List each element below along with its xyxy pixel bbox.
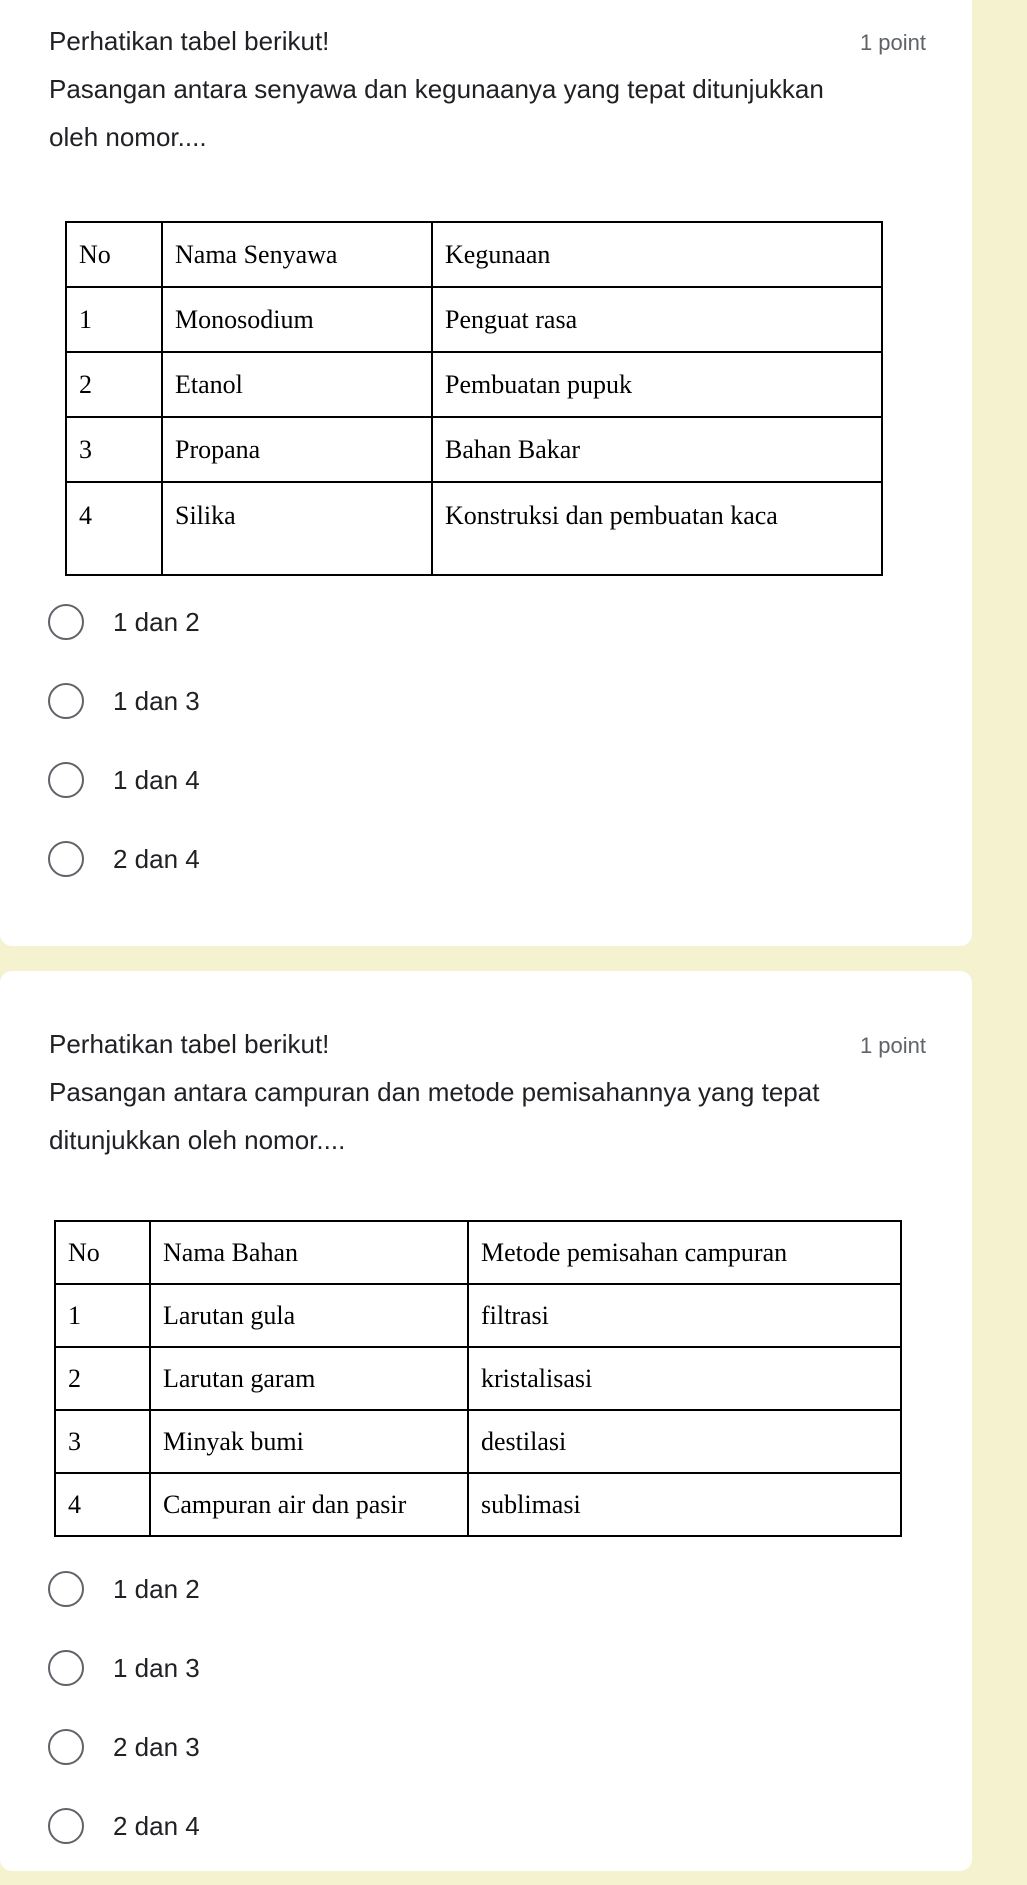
option-label: 1 dan 2 <box>113 606 200 637</box>
table-header-row <box>66 222 882 287</box>
table-header-row <box>55 1221 901 1284</box>
table-cell: sublimasi <box>468 1473 901 1536</box>
radio-option[interactable] <box>48 602 200 642</box>
question-title: Perhatikan tabel berikut! <box>49 1029 330 1059</box>
table-cell: Pembuatan pupuk <box>432 352 882 417</box>
radio-button-icon[interactable] <box>48 1650 84 1686</box>
table-cell: Larutan gula <box>150 1284 468 1347</box>
option-label: 1 dan 3 <box>113 685 200 716</box>
table-header-cell: Nama Senyawa <box>162 222 432 287</box>
option-label: 1 dan 4 <box>113 764 200 795</box>
mixture-table <box>54 1220 902 1537</box>
table-cell: Bahan Bakar <box>432 417 882 482</box>
table-cell: 1 <box>66 287 162 352</box>
table-cell: Penguat rasa <box>432 287 882 352</box>
table-header-cell: Kegunaan <box>432 222 882 287</box>
table-cell: 2 <box>66 352 162 417</box>
table-cell: 3 <box>55 1410 150 1473</box>
question-points: 1 point <box>859 30 926 55</box>
answer-options <box>48 602 200 918</box>
option-label: 2 dan 4 <box>113 843 200 874</box>
table-header-cell: No <box>55 1221 150 1284</box>
table-cell: Minyak bumi <box>150 1410 468 1473</box>
table-row <box>55 1410 901 1473</box>
option-label: 1 dan 2 <box>113 1573 200 1604</box>
table-row <box>66 352 882 417</box>
table-cell: 3 <box>66 417 162 482</box>
table-cell: Propana <box>162 417 432 482</box>
table-cell: Monosodium <box>162 287 432 352</box>
table-row <box>55 1347 901 1410</box>
table-cell: 2 <box>55 1347 150 1410</box>
table-header-cell: Nama Bahan <box>150 1221 468 1284</box>
radio-option[interactable] <box>48 681 200 721</box>
table-row <box>66 287 882 352</box>
radio-button-icon[interactable] <box>48 604 84 640</box>
option-label: 2 dan 3 <box>113 1731 200 1762</box>
radio-button-icon[interactable] <box>48 1729 84 1765</box>
radio-option[interactable] <box>48 1806 200 1846</box>
question-card-1 <box>0 0 972 946</box>
radio-button-icon[interactable] <box>48 841 84 877</box>
table-header-cell: Metode pemisahan campuran <box>468 1221 901 1284</box>
table-cell: Larutan garam <box>150 1347 468 1410</box>
table-cell: kristalisasi <box>468 1347 901 1410</box>
radio-button-icon[interactable] <box>48 762 84 798</box>
radio-button-icon[interactable] <box>48 1808 84 1844</box>
question-description: Pasangan antara senyawa dan kegunaanya yang tepat ditunjukkan oleh nomor.... <box>49 74 824 152</box>
table-cell: Konstruksi dan pembuatan kaca <box>432 482 882 575</box>
table-header-cell: No <box>66 222 162 287</box>
table-row <box>66 482 882 575</box>
question-card-2 <box>0 971 972 1871</box>
question-title: Perhatikan tabel berikut! <box>49 26 330 56</box>
question-header <box>49 1027 926 1061</box>
table-cell: Campuran air dan pasir <box>150 1473 468 1536</box>
question-points: 1 point <box>859 1033 926 1058</box>
answer-options <box>48 1569 200 1885</box>
radio-option[interactable] <box>48 1648 200 1688</box>
table-row <box>55 1473 901 1536</box>
table-cell: 4 <box>55 1473 150 1536</box>
table-cell: destilasi <box>468 1410 901 1473</box>
table-cell: 4 <box>66 482 162 575</box>
radio-option[interactable] <box>48 760 200 800</box>
question-description: Pasangan antara campuran dan metode pemisahannya yang tepat ditunjukkan oleh nomor.... <box>49 1077 820 1155</box>
radio-button-icon[interactable] <box>48 1571 84 1607</box>
radio-option[interactable] <box>48 1569 200 1609</box>
question-header <box>49 24 926 58</box>
radio-option[interactable] <box>48 1727 200 1767</box>
table-row <box>66 417 882 482</box>
option-label: 2 dan 4 <box>113 1810 200 1841</box>
table-row <box>55 1284 901 1347</box>
compound-table <box>65 221 883 576</box>
table-cell: Etanol <box>162 352 432 417</box>
table-cell: Silika <box>162 482 432 575</box>
option-label: 1 dan 3 <box>113 1652 200 1683</box>
table-cell: filtrasi <box>468 1284 901 1347</box>
radio-button-icon[interactable] <box>48 683 84 719</box>
table-cell: 1 <box>55 1284 150 1347</box>
radio-option[interactable] <box>48 839 200 879</box>
